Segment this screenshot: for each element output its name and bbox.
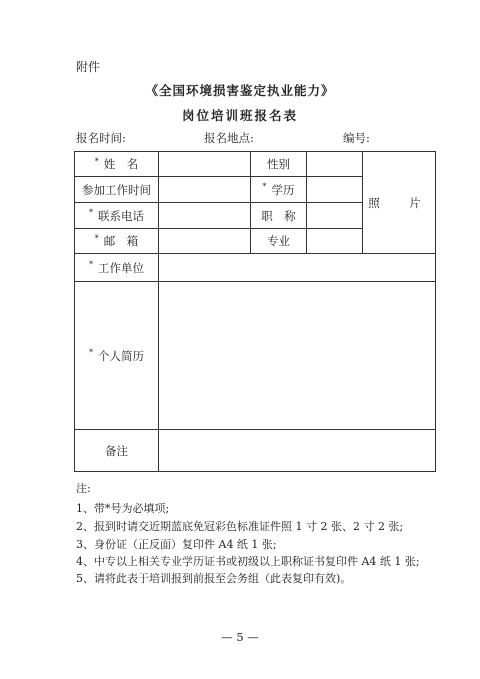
note-item: 4、中专以上相关专业学历证书或初级以上职称证书复印件 A4 纸 1 张; [76, 555, 420, 568]
title-field-label: 职 称 [261, 208, 296, 223]
name-field-label: * 姓 名 [94, 156, 139, 171]
employer-input[interactable] [159, 254, 435, 281]
major-input[interactable] [307, 229, 362, 253]
annex-label: 附件 [76, 60, 101, 74]
education-input[interactable] [307, 177, 362, 202]
note-item: 5、请将此表于培训报到前报至会务组（此表复印有效)。 [76, 572, 352, 585]
work-start-input[interactable] [159, 177, 250, 202]
document-subtitle: 岗位培训班报名表 [181, 108, 298, 123]
resume-field-label: * 个人简历 [89, 348, 144, 363]
registration-place-label: 报名地点: [204, 131, 254, 145]
note-item: 3、身份证（正反面）复印件 A4 纸 1 张; [76, 538, 277, 551]
employer-field-label: * 工作单位 [89, 260, 144, 275]
remarks-field-label: 备注 [105, 443, 128, 458]
phone-field-label: * 联系电话 [89, 208, 144, 223]
title-input[interactable] [307, 203, 362, 228]
note-item: 1、带*号为必填项; [76, 502, 170, 515]
required-mark: * [89, 208, 93, 217]
required-mark: * [89, 348, 93, 357]
resume-input[interactable] [159, 282, 435, 429]
email-input[interactable] [159, 229, 250, 253]
name-input[interactable] [159, 152, 250, 176]
required-mark: * [89, 260, 93, 269]
education-field-label: * 学历 [262, 182, 295, 197]
page-number: — 5 — [221, 630, 259, 644]
required-mark: * [94, 156, 99, 166]
photo-box[interactable]: 照 片 [368, 195, 430, 210]
required-mark: * [94, 233, 99, 243]
notes-heading: 注: [76, 482, 91, 495]
gender-input[interactable] [307, 152, 362, 176]
form-number-label: 编号: [343, 131, 370, 145]
remarks-input[interactable] [159, 430, 435, 471]
phone-input[interactable] [159, 203, 250, 228]
registration-form-table [74, 151, 436, 472]
note-item: 2、报到时请交近期蓝底免冠彩色标准证件照 1 寸 2 张、2 寸 2 张; [76, 520, 404, 533]
required-mark: * [262, 182, 267, 191]
gender-field-label: 性别 [267, 157, 290, 171]
registration-time-label: 报名时间: [76, 131, 126, 145]
major-field-label: 专业 [267, 234, 290, 248]
work-start-field-label: 参加工作时间 [82, 182, 151, 197]
document-title: 《全国环境损害鉴定执业能力》 [145, 83, 335, 98]
email-field-label: * 邮 箱 [94, 233, 139, 248]
